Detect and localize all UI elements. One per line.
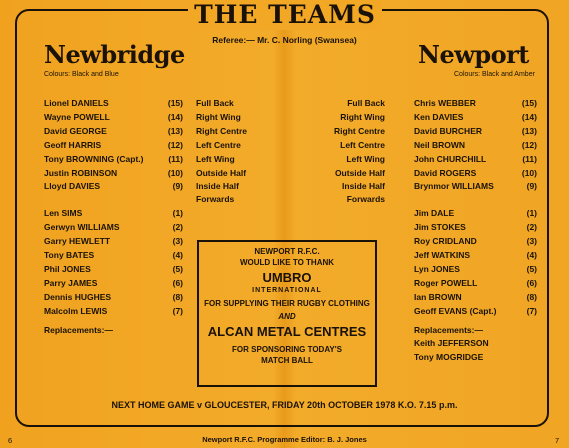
away-player-name: Geoff EVANS (Capt.)	[414, 306, 497, 316]
away-player-name: Roger POWELL	[414, 278, 478, 288]
referee-line: Referee:— Mr. C. Norling (Swansea)	[212, 35, 357, 45]
away-position-label: Right Centre	[334, 126, 385, 136]
home-player-number: (2)	[172, 222, 183, 232]
away-replacement-2: Tony MOGRIDGE	[414, 352, 484, 362]
home-forwards-label: Forwards	[196, 194, 235, 204]
home-player-number: (11)	[168, 154, 183, 164]
programme-editor: Newport R.F.C. Programme Editor: B. J. Jones	[202, 435, 367, 444]
home-position-label: Full Back	[196, 98, 234, 108]
away-player-number: (13)	[521, 126, 537, 136]
home-player-number: (5)	[172, 264, 183, 274]
home-player-name: Gerwyn WILLIAMS	[44, 222, 120, 232]
away-player-number: (14)	[521, 112, 537, 122]
away-player-number: (7)	[526, 306, 537, 316]
thanks-line-6: AND	[278, 312, 296, 321]
away-player-name: Neil BROWN	[414, 140, 465, 150]
thanks-line-7: ALCAN METAL CENTRES	[207, 324, 367, 339]
home-player-number: (7)	[172, 306, 183, 316]
thanks-line-5: FOR SUPPLYING THEIR RUGBY CLOTHING	[204, 299, 370, 308]
home-player-name: Parry JAMES	[44, 278, 98, 288]
away-player-number: (9)	[526, 181, 537, 191]
page-number-right: 7	[555, 436, 560, 445]
home-position-label: Left Centre	[196, 140, 241, 150]
home-team-name: Newbridge	[44, 40, 185, 69]
home-player-number: (1)	[172, 208, 183, 218]
away-player-number: (2)	[526, 222, 537, 232]
home-player-number: (8)	[172, 292, 183, 302]
away-position-label: Full Back	[347, 98, 385, 108]
away-player-number: (6)	[526, 278, 537, 288]
away-player-name: Brynmor WILLIAMS	[414, 181, 494, 191]
thanks-line-4: INTERNATIONAL	[252, 287, 322, 294]
home-player-name: Tony BROWNING (Capt.)	[44, 154, 144, 164]
away-player-number: (4)	[526, 250, 537, 260]
away-player-name: Ian BROWN	[414, 292, 462, 302]
home-player-number: (9)	[172, 181, 183, 191]
away-position-label: Inside Half	[342, 181, 385, 191]
away-player-name: Lyn JONES	[414, 264, 460, 274]
home-player-name: Len SIMS	[44, 208, 83, 218]
away-player-number: (3)	[526, 236, 537, 246]
away-forwards-label: Forwards	[346, 194, 385, 204]
away-replacement-1: Keith JEFFERSON	[414, 338, 489, 348]
home-player-name: Phil JONES	[44, 264, 91, 274]
home-player-name: David GEORGE	[44, 126, 107, 136]
away-position-label: Left Wing	[346, 154, 385, 164]
away-player-name: David ROGERS	[414, 168, 477, 178]
home-player-name: Dennis HUGHES	[44, 292, 112, 302]
away-player-name: Ken DAVIES	[414, 112, 464, 122]
home-player-name: Wayne POWELL	[44, 112, 110, 122]
away-replacements-label: Replacements:—	[414, 325, 483, 335]
away-player-name: Jim DALE	[414, 208, 455, 218]
home-player-number: (4)	[172, 250, 183, 260]
home-position-label: Right Wing	[196, 112, 241, 122]
home-position-label: Inside Half	[196, 181, 239, 191]
away-player-name: Chris WEBBER	[414, 98, 476, 108]
away-player-name: Roy CRIDLAND	[414, 236, 477, 246]
home-player-name: Malcolm LEWIS	[44, 306, 108, 316]
thanks-line-8: FOR SPONSORING TODAY'S	[232, 345, 342, 354]
home-replacements-label: Replacements:—	[44, 325, 113, 335]
away-player-number: (10)	[521, 168, 537, 178]
home-player-number: (3)	[172, 236, 183, 246]
away-position-label: Right Wing	[340, 112, 385, 122]
thanks-line-9: MATCH BALL	[261, 356, 313, 365]
next-home-game: NEXT HOME GAME v GLOUCESTER, FRIDAY 20th OCTOBER 1978 K.O. 7.15 p.m.	[111, 400, 458, 410]
away-player-number: (11)	[522, 154, 537, 164]
away-player-name: David BURCHER	[414, 126, 483, 136]
home-position-label: Left Wing	[196, 154, 235, 164]
away-player-number: (1)	[526, 208, 537, 218]
home-player-number: (13)	[167, 126, 183, 136]
away-position-label: Left Centre	[340, 140, 385, 150]
away-colours: Colours: Black and Amber	[454, 71, 535, 78]
sponsor-thanks-box	[197, 240, 377, 387]
page-title: THE TEAMS	[188, 0, 382, 30]
thanks-line-2: WOULD LIKE TO THANK	[239, 258, 335, 267]
away-player-name: Jeff WATKINS	[414, 250, 471, 260]
thanks-line-3: UMBRO	[262, 270, 312, 285]
home-player-number: (14)	[167, 112, 183, 122]
home-position-label: Right Centre	[196, 126, 247, 136]
thanks-line-1: NEWPORT R.F.C.	[254, 247, 320, 256]
home-colours: Colours: Black and Blue	[44, 71, 119, 78]
away-player-name: John CHURCHILL	[414, 154, 487, 164]
home-player-name: Lloyd DAVIES	[44, 181, 101, 191]
away-player-number: (12)	[521, 140, 537, 150]
away-position-label: Outside Half	[334, 168, 385, 178]
away-player-name: Jim STOKES	[414, 222, 466, 232]
page-number-left: 6	[8, 436, 13, 445]
home-player-number: (10)	[167, 168, 183, 178]
home-player-name: Garry HEWLETT	[44, 236, 111, 246]
home-player-number: (12)	[167, 140, 183, 150]
home-player-number: (15)	[167, 98, 183, 108]
away-player-number: (5)	[526, 264, 537, 274]
home-player-name: Lionel DANIELS	[44, 98, 109, 108]
home-player-name: Tony BATES	[44, 250, 95, 260]
home-player-name: Geoff HARRIS	[44, 140, 102, 150]
home-player-number: (6)	[172, 278, 183, 288]
home-player-name: Justin ROBINSON	[44, 168, 118, 178]
away-player-number: (15)	[521, 98, 537, 108]
away-player-number: (8)	[526, 292, 537, 302]
away-team-name: Newport	[418, 40, 529, 69]
home-position-label: Outside Half	[196, 168, 247, 178]
